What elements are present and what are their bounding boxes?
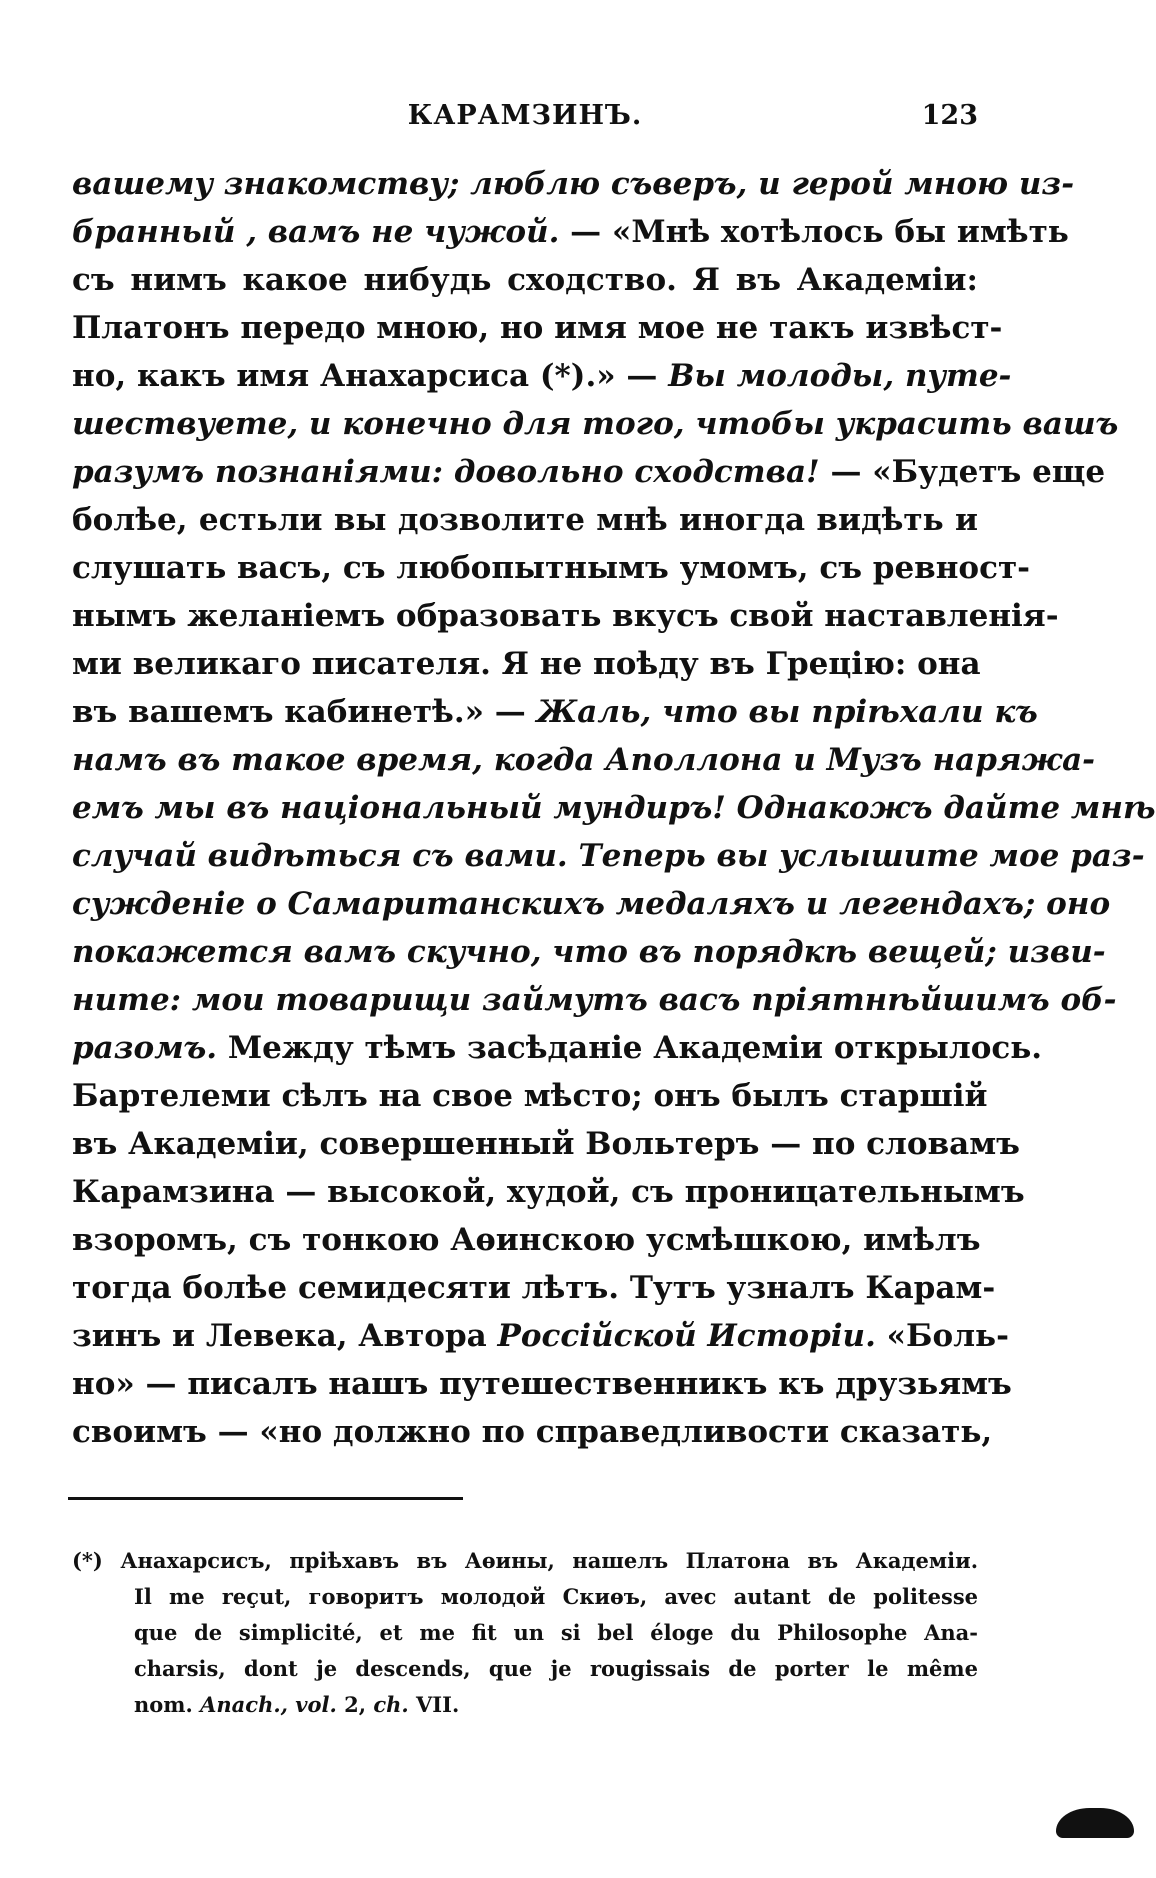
text-run: зинъ и Левека, Автора: [72, 1318, 498, 1354]
text-run: слушать васъ, съ любопытнымъ умомъ, съ ревност-: [72, 550, 1031, 586]
running-head: [72, 100, 978, 140]
text-run: Платонъ передо мною, но имя мое не такъ извѣст-: [72, 310, 1003, 346]
text-line: [72, 784, 1156, 832]
text-run: болѣе, естьли вы дозволите мнѣ иногда видѣть и: [72, 502, 978, 538]
footnote-line: [72, 1615, 978, 1651]
italic-text: Жаль, что вы пріѣхали къ: [536, 694, 1038, 730]
text-line: [72, 496, 978, 544]
italic-text: сужденіе о Самаританскихъ медаляхъ и легендахъ; оно: [72, 886, 1111, 922]
body-text: [72, 160, 1156, 1456]
page-title: КАРАМЗИНЪ.: [407, 100, 643, 131]
text-line: [72, 160, 1075, 208]
text-run: но» — писалъ нашъ путешественникъ къ друзьямъ: [72, 1366, 1012, 1402]
text-run: въ вашемъ кабинетѣ.» —: [72, 694, 537, 730]
text-run: своимъ — «но должно по справедливости сказать,: [72, 1414, 993, 1450]
text-line: [72, 688, 1038, 736]
text-run: Il me reçut, говоритъ молодой Скиѳъ, avec autant de politesse: [134, 1584, 978, 1609]
text-run: съ нимъ какое нибудь сходство. Я въ Академіи:: [72, 262, 978, 298]
text-line: [72, 1264, 996, 1312]
text-run: Бартелеми сѣлъ на свое мѣсто; онъ былъ старшій: [72, 1078, 988, 1114]
footnote: [72, 1543, 978, 1723]
text-line: [72, 1168, 1025, 1216]
text-line: [72, 304, 1003, 352]
text-line: [72, 640, 981, 688]
text-run: ми великаго писателя. Я не поѣду въ Грецію: она: [72, 646, 981, 682]
text-run: 2,: [336, 1692, 374, 1717]
text-line: [72, 1408, 993, 1456]
footnote-line: [72, 1651, 978, 1687]
text-line: [72, 1024, 1043, 1072]
italic-text: вашему знакомству; люблю съверъ, и герой мною из-: [72, 166, 1075, 202]
text-run: nom.: [134, 1692, 201, 1717]
page-corner-smudge: [1056, 1808, 1134, 1838]
text-line: [72, 448, 1106, 496]
text-line: [72, 832, 1145, 880]
text-run: que de simplicité, et me fit un si bel éloge du Philosophe Ana-: [134, 1620, 978, 1645]
italic-text: разумъ познаніями: довольно сходства!: [72, 454, 820, 490]
footnote-line: [72, 1543, 978, 1579]
text-line: [72, 1360, 1012, 1408]
text-run: въ Академіи, совершенный Вольтеръ — по словамъ: [72, 1126, 1020, 1162]
italic-text: разомъ.: [72, 1030, 218, 1066]
text-line: [72, 736, 1096, 784]
text-line: [72, 352, 1012, 400]
italic-text: покажется вамъ скучно, что въ порядкѣ вещей; изви-: [72, 934, 1106, 970]
footnote-divider: [68, 1497, 463, 1500]
text-run: Между тѣмъ засѣданіе Академіи открылось.: [217, 1030, 1043, 1066]
text-run: взоромъ, съ тонкою Аѳинскою усмѣшкою, имѣлъ: [72, 1222, 981, 1258]
text-line: [72, 928, 1106, 976]
text-line: [72, 544, 1031, 592]
text-run: — «Мнѣ хотѣлось бы имѣть: [559, 214, 1069, 250]
italic-text: Anach., vol.: [200, 1692, 337, 1717]
text-run: «Боль-: [875, 1318, 1009, 1354]
italic-text: намъ въ такое время, когда Аполлона и Музъ наряжа-: [72, 742, 1096, 778]
text-line: [72, 1072, 988, 1120]
italic-text: Вы молоды, путе-: [668, 358, 1012, 394]
page-number: 123: [921, 100, 978, 131]
italic-text: емъ мы въ національный мундиръ! Однакожъ дайте мнѣ: [72, 790, 1156, 826]
text-run: charsis, dont je descends, que je rougissais de porter le même: [134, 1656, 978, 1681]
text-run: но, какъ имя Анахарсиса (*).» —: [72, 358, 669, 394]
text-line: [72, 1216, 981, 1264]
text-run: Карамзина — высокой, худой, съ проницательнымъ: [72, 1174, 1025, 1210]
text-line: [72, 400, 1119, 448]
text-line: [72, 256, 978, 304]
italic-text: ch.: [373, 1692, 409, 1717]
text-line: [72, 592, 1059, 640]
footnote-line: [72, 1687, 978, 1723]
italic-text: случай видѣться съ вами. Теперь вы услышите мое раз-: [72, 838, 1145, 874]
text-run: — «Будетъ еще: [819, 454, 1106, 490]
text-line: [72, 1312, 1009, 1360]
italic-text: Россійской Исторіи.: [497, 1318, 876, 1354]
text-run: (*) Анахарсисъ, пріѣхавъ въ Аѳины, нашелъ Платона въ Академіи.: [72, 1548, 978, 1573]
text-line: [72, 880, 1111, 928]
text-line: [72, 208, 1069, 256]
text-run: VII.: [408, 1692, 460, 1717]
text-line: [72, 976, 1117, 1024]
footnote-line: [72, 1579, 978, 1615]
italic-text: ните: мои товарищи займутъ васъ пріятнѣйшимъ об-: [72, 982, 1117, 1018]
text-run: тогда болѣе семидесяти лѣтъ. Тутъ узналъ Карам-: [72, 1270, 996, 1306]
italic-text: шествуете, и конечно для того, чтобы украсить вашъ: [72, 406, 1119, 442]
text-line: [72, 1120, 1020, 1168]
italic-text: бранный , вамъ не чужой.: [72, 214, 560, 250]
text-run: нымъ желаніемъ образовать вкусъ свой наставленія-: [72, 598, 1059, 634]
